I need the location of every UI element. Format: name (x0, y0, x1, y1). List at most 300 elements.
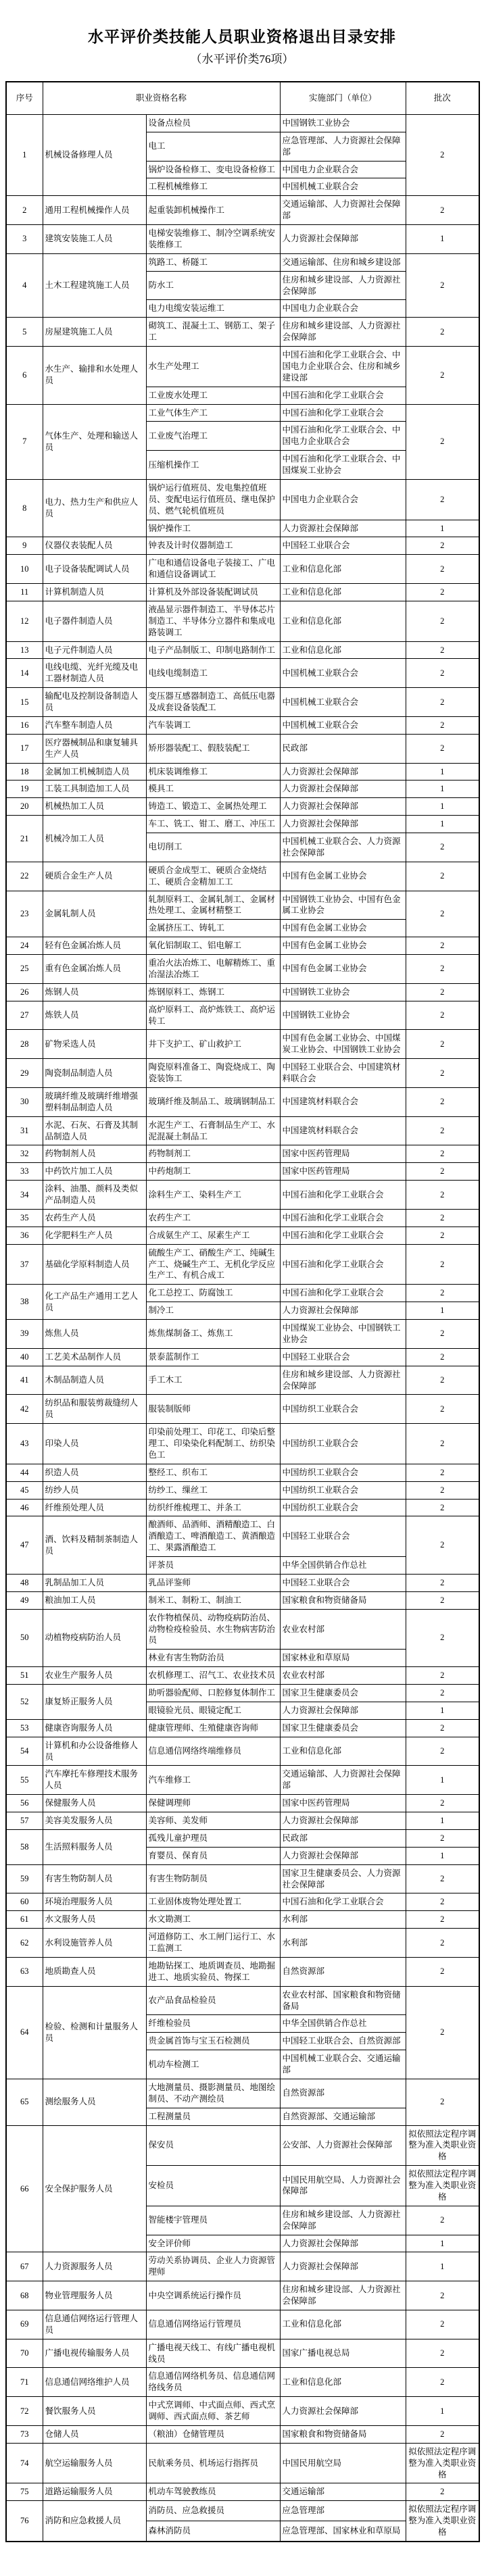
qualification-name-cell: 河道修防工、水工闸门运行工、水工监测工 (146, 1929, 280, 1958)
qualification-name-cell: （粮油）仓储管理员 (146, 2425, 280, 2443)
batch-cell: 1 (406, 763, 479, 781)
department-cell: 中国钢铁工业协会 (280, 983, 406, 1001)
batch-cell: 1 (406, 2235, 479, 2252)
qualification-name-cell: 液晶显示器件制造工、半导体芯片制造工、半导体分立器件和集成电路装调工 (146, 601, 280, 641)
category-cell: 仓储人员 (43, 2425, 146, 2443)
qualification-name-cell: 工程机械维修工 (146, 178, 280, 196)
category-cell: 计算机和办公设备维修人员 (43, 1737, 146, 1766)
department-cell: 国家中医药管理局 (280, 1795, 406, 1812)
category-cell: 电子器件制造人员 (43, 601, 146, 641)
qualification-name-cell: 森林消防员 (146, 2521, 280, 2542)
qualification-name-cell: 民航乘务员、机场运行指挥员 (146, 2443, 280, 2483)
table-row-8-sub-1 (6, 479, 479, 520)
batch-cell: 1 (406, 1302, 479, 1320)
table-row-9 (6, 537, 479, 555)
batch-cell: 2 (406, 1574, 479, 1591)
qualification-name-cell: 广电和通信设备电子装接工、广电和通信设备调试工 (146, 555, 280, 584)
row-number-cell: 63 (6, 1957, 43, 1986)
table-row-2 (6, 196, 479, 225)
qualification-name-cell: 轧制原料工、金属轧制工、金属材热处理工、金属材精整工 (146, 891, 280, 920)
table-row-10 (6, 555, 479, 584)
batch-cell: 2 (406, 1929, 479, 1958)
row-number-cell: 32 (6, 1145, 43, 1163)
row-number-cell: 40 (6, 1348, 43, 1366)
table-row-41 (6, 1366, 479, 1395)
qualification-name-cell: 林业有害生物防治员 (146, 1650, 280, 1667)
batch-cell: 2 (406, 1685, 479, 1702)
table-row-50-sub-1 (6, 1609, 479, 1650)
category-cell: 水生产、输排和水处理人员 (43, 347, 146, 405)
row-number-cell: 1 (6, 114, 43, 195)
batch-cell: 2 (406, 2425, 479, 2443)
category-cell: 动植物疫病防治人员 (43, 1609, 146, 1667)
department-cell: 工业和信息化部 (280, 2368, 406, 2397)
category-cell: 炼焦人员 (43, 1320, 146, 1349)
row-number-cell: 25 (6, 955, 43, 984)
category-cell: 电子元件制造人员 (43, 641, 146, 659)
table-row-47-sub-1 (6, 1516, 479, 1557)
department-cell: 中国机械工业联合会、交通运输部 (280, 2050, 406, 2079)
row-number-cell: 47 (6, 1516, 43, 1575)
department-cell: 公安部、人力资源社会保障部 (280, 2125, 406, 2166)
qualification-name-cell: 陶瓷原料准备工、陶瓷烧成工、陶瓷装饰工 (146, 1059, 280, 1088)
department-cell: 中国机械工业联合会、人力资源社会保障部 (280, 833, 406, 862)
table-row-17 (6, 734, 479, 763)
row-number-cell: 42 (6, 1395, 43, 1424)
row-number-cell: 35 (6, 1209, 43, 1227)
batch-cell: 2 (406, 1366, 479, 1395)
row-number-cell: 65 (6, 2079, 43, 2125)
qualification-name-cell: 农机修理工、沼气工、农业技术员 (146, 1667, 280, 1685)
row-number-cell: 54 (6, 1737, 43, 1766)
department-cell: 自然资源部 (280, 1957, 406, 1986)
table-row-67 (6, 2252, 479, 2281)
qualification-name-cell: 整经工、织布工 (146, 1464, 280, 1481)
qualification-name-cell: 涂料生产工、染料生产工 (146, 1181, 280, 1210)
batch-cell: 2 (406, 1209, 479, 1227)
batch-cell: 2 (406, 716, 479, 734)
department-cell: 人力资源社会保障部 (280, 2235, 406, 2252)
category-cell: 中药饮片加工人员 (43, 1163, 146, 1181)
category-cell: 炼钢人员 (43, 983, 146, 1001)
row-number-cell: 58 (6, 1829, 43, 1864)
department-cell: 中国轻工业联合会、中国建筑材料联合会 (280, 1059, 406, 1088)
qualification-name-cell: 育婴员、保育员 (146, 1847, 280, 1864)
batch-cell: 1 (406, 2252, 479, 2281)
department-cell: 水利部 (280, 1911, 406, 1929)
qualification-name-cell: 汽车装调工 (146, 716, 280, 734)
department-cell: 中国电力企业联合会 (280, 479, 406, 520)
department-cell: 人力资源社会保障部 (280, 1302, 406, 1320)
batch-cell: 1 (406, 1812, 479, 1830)
batch-cell: 2 (406, 1986, 479, 2079)
table-row-22 (6, 862, 479, 891)
qualification-name-cell: 高炉原料工、高炉炼铁工、高炉运转工 (146, 1001, 280, 1030)
department-cell: 工业和信息化部 (280, 641, 406, 659)
header-row (6, 82, 479, 114)
batch-cell: 2 (406, 2206, 479, 2235)
department-cell: 住房和城乡建设部、人力资源社会保障部 (280, 318, 406, 347)
department-cell: 住房和城乡建设部、人力资源社会保障部 (280, 2281, 406, 2310)
batch-cell: 2 (406, 1893, 479, 1911)
table-row-31 (6, 1116, 479, 1145)
row-number-cell: 5 (6, 318, 43, 347)
category-cell: 陶瓷制品制造人员 (43, 1059, 146, 1088)
qualification-name-cell: 井下支护工、矿山救护工 (146, 1030, 280, 1059)
batch-cell: 2 (406, 1911, 479, 1929)
batch-cell: 2 (406, 404, 479, 479)
department-cell: 交通运输部 (280, 2483, 406, 2501)
row-number-cell: 51 (6, 1667, 43, 1685)
batch-cell: 1 (406, 1702, 479, 1719)
batch-cell: 2 (406, 1348, 479, 1366)
department-cell: 人力资源社会保障部 (280, 1812, 406, 1830)
department-cell: 工业和信息化部 (280, 601, 406, 641)
department-cell: 人力资源社会保障部 (280, 816, 406, 833)
table-row-54 (6, 1737, 479, 1766)
department-cell: 国家林业和草原局 (280, 1650, 406, 1667)
batch-cell: 2 (406, 1116, 479, 1145)
table-row-30 (6, 1087, 479, 1116)
row-number-cell: 31 (6, 1116, 43, 1145)
row-number-cell: 53 (6, 1719, 43, 1737)
table-row-33 (6, 1163, 479, 1181)
row-number-cell: 67 (6, 2252, 43, 2281)
qualification-table (5, 81, 480, 2542)
qualification-name-cell: 劳动关系协调员、企业人力资源管理师 (146, 2252, 280, 2281)
row-number-cell: 48 (6, 1574, 43, 1591)
batch-cell: 1 (406, 520, 479, 537)
page-title: 水平评价类技能人员职业资格退出目录安排 (88, 28, 396, 45)
batch-cell: 1 (406, 2397, 479, 2426)
qualification-name-cell: 金属挤压工、铸轧工 (146, 920, 280, 937)
row-number-cell: 62 (6, 1929, 43, 1958)
row-number-cell: 12 (6, 601, 43, 641)
department-cell: 住房和城乡建设部、人力资源社会保障部 (280, 2206, 406, 2235)
qualification-name-cell: 电力电缆安装运维工 (146, 300, 280, 318)
page-subtitle: （水平评价类76项） (190, 53, 294, 66)
qualification-name-cell: 保健调理师 (146, 1795, 280, 1812)
department-cell: 中国有色金属工业协会 (280, 955, 406, 984)
department-cell: 国家卫生健康委员会 (280, 1719, 406, 1737)
qualification-name-cell: 机动车检测工 (146, 2050, 280, 2079)
category-cell: 医疗器械制品和康复辅具生产人员 (43, 734, 146, 763)
table-row-55 (6, 1766, 479, 1795)
department-cell: 国家粮食和物资储备局 (280, 2425, 406, 2443)
department-cell: 中国石油和化学工业联合会 (280, 1181, 406, 1210)
row-number-cell: 41 (6, 1366, 43, 1395)
row-number-cell: 9 (6, 537, 43, 555)
row-number-cell: 57 (6, 1812, 43, 1830)
table-row-28 (6, 1030, 479, 1059)
category-cell: 玻璃纤维及玻璃纤维增强塑料制品制造人员 (43, 1087, 146, 1116)
category-cell: 硬质合金生产人员 (43, 862, 146, 891)
batch-cell: 2 (406, 1864, 479, 1893)
table-header (6, 82, 479, 114)
batch-cell: 2 (406, 2483, 479, 2501)
batch-cell: 2 (406, 862, 479, 891)
qualification-name-cell: 电子产品制版工、印制电路制作工 (146, 641, 280, 659)
table-row-23-sub-1 (6, 891, 479, 920)
qualification-name-cell: 印染前处理工、印花工、印染后整理工、印染染化料配制工、纺织染色工 (146, 1424, 280, 1464)
department-cell: 工业和信息化部 (280, 2310, 406, 2339)
row-number-cell: 72 (6, 2397, 43, 2426)
category-cell: 保健服务人员 (43, 1795, 146, 1812)
category-cell: 农药生产人员 (43, 1209, 146, 1227)
category-cell: 农业生产服务人员 (43, 1667, 146, 1685)
table-row-24 (6, 937, 479, 955)
qualification-name-cell: 保安员 (146, 2125, 280, 2166)
table-row-29 (6, 1059, 479, 1088)
qualification-name-cell: 玻璃纤维及制品工、玻璃钢制品工 (146, 1087, 280, 1116)
category-cell: 建筑安装施工人员 (43, 225, 146, 254)
category-cell: 机械冷加工人员 (43, 816, 146, 862)
qualification-name-cell: 中式烹调师、中式面点师、西式烹调师、西式面点师、茶艺师 (146, 2397, 280, 2426)
qualification-name-cell: 电切削工 (146, 833, 280, 862)
department-cell: 人力资源社会保障部 (280, 781, 406, 798)
department-cell: 中国石油和化学工业联合会、中国电力企业联合会 (280, 422, 406, 451)
batch-cell: 2 (406, 891, 479, 937)
department-cell: 国家广播电视总局 (280, 2339, 406, 2368)
qualification-name-cell: 农产品食品检验员 (146, 1986, 280, 2015)
batch-cell: 2 (406, 688, 479, 717)
category-cell: 轻有色金属冶炼人员 (43, 937, 146, 955)
qualification-name-cell: 美容师、美发师 (146, 1812, 280, 1830)
table-row-43 (6, 1424, 479, 1464)
table-row-16 (6, 716, 479, 734)
department-cell: 农业农村部 (280, 1609, 406, 1650)
table-row-42 (6, 1395, 479, 1424)
batch-cell: 拟依照法定程序调整为准入类职业资格 (406, 2166, 479, 2206)
batch-cell: 2 (406, 2368, 479, 2397)
department-cell: 中国机械工业联合会 (280, 659, 406, 688)
row-number-cell: 76 (6, 2501, 43, 2542)
table-row-58-sub-1 (6, 1829, 479, 1847)
row-number-cell: 38 (6, 1285, 43, 1320)
category-cell: 消防和应急救援人员 (43, 2501, 146, 2542)
batch-cell: 1 (406, 816, 479, 833)
department-cell: 中国煤炭工业协会、中国钢铁工业协会 (280, 1320, 406, 1349)
table-row-59 (6, 1864, 479, 1893)
category-cell: 电线电缆、光纤光缆及电工器材制造人员 (43, 659, 146, 688)
header-index: 序号 (6, 82, 43, 114)
department-cell: 工业和信息化部 (280, 584, 406, 601)
qualification-name-cell: 广播电视天线工、有线广播电视机线员 (146, 2339, 280, 2368)
department-cell: 自然资源部、交通运输部 (280, 2108, 406, 2125)
qualification-name-cell: 消防员、应急救援员 (146, 2501, 280, 2521)
qualification-name-cell: 铸造工、锻造工、金属热处理工 (146, 798, 280, 816)
category-cell: 矿物采选人员 (43, 1030, 146, 1059)
department-cell: 应急管理部 (280, 2501, 406, 2521)
table-row-11 (6, 584, 479, 601)
department-cell: 农业农村部 (280, 1667, 406, 1685)
row-number-cell: 30 (6, 1087, 43, 1116)
category-cell: 汽车整车制造人员 (43, 716, 146, 734)
category-cell: 工装工具制造加工人员 (43, 781, 146, 798)
row-number-cell: 20 (6, 798, 43, 816)
department-cell: 中国轻工业联合会 (280, 1516, 406, 1557)
table-row-69 (6, 2310, 479, 2339)
department-cell: 中国纺织工业联合会 (280, 1395, 406, 1424)
table-row-20 (6, 798, 479, 816)
table-row-18 (6, 763, 479, 781)
qualification-name-cell: 化工总控工、防腐蚀工 (146, 1285, 280, 1302)
qualification-name-cell: 水生产处理工 (146, 347, 280, 387)
category-cell: 印染人员 (43, 1424, 146, 1464)
batch-cell: 2 (406, 1030, 479, 1059)
row-number-cell: 4 (6, 253, 43, 318)
batch-cell: 1 (406, 781, 479, 798)
department-cell: 应急管理部、人力资源社会保障部 (280, 132, 406, 161)
row-number-cell: 55 (6, 1766, 43, 1795)
qualification-name-cell: 电工 (146, 132, 280, 161)
row-number-cell: 68 (6, 2281, 43, 2310)
category-cell: 餐饮服务人员 (43, 2397, 146, 2426)
category-cell: 炼铁人员 (43, 1001, 146, 1030)
batch-cell: 2 (406, 1719, 479, 1737)
table-row-1-sub-1 (6, 114, 479, 132)
batch-cell: 2 (406, 2310, 479, 2339)
category-cell: 机械设备修理人员 (43, 114, 146, 195)
qualification-name-cell: 合成氨生产工、尿素生产工 (146, 1227, 280, 1244)
qualification-name-cell: 压缩机操作工 (146, 451, 280, 480)
category-cell: 纺织品和服装剪裁缝纫人员 (43, 1395, 146, 1424)
category-cell: 通用工程机械操作人员 (43, 196, 146, 225)
qualification-name-cell: 水文勘测工 (146, 1911, 280, 1929)
batch-cell: 2 (406, 1285, 479, 1302)
qualification-name-cell: 眼镜验光员、眼镜定配工 (146, 1702, 280, 1719)
category-cell: 输配电及控制设备制造人员 (43, 688, 146, 717)
department-cell: 中国电力企业联合会 (280, 161, 406, 178)
qualification-name-cell: 机动车驾驶教练员 (146, 2483, 280, 2501)
table-row-63 (6, 1957, 479, 1986)
department-cell: 人力资源社会保障部 (280, 1702, 406, 1719)
department-cell: 中国建筑材料联合会 (280, 1116, 406, 1145)
department-cell: 人力资源社会保障部 (280, 2252, 406, 2281)
department-cell: 自然资源部 (280, 2079, 406, 2108)
qualification-name-cell: 硫酸生产工、硝酸生产工、纯碱生产工、烧碱生产工、无机化学反应生产工、有机合成工 (146, 1244, 280, 1285)
batch-cell: 2 (406, 1320, 479, 1349)
row-number-cell: 37 (6, 1244, 43, 1285)
qualification-name-cell: 评茶员 (146, 1557, 280, 1575)
qualification-name-cell: 机床装调维修工 (146, 763, 280, 781)
department-cell: 农业农村部、国家粮食和物资储备局 (280, 1986, 406, 2015)
batch-cell: 2 (406, 2339, 479, 2368)
batch-cell: 2 (406, 641, 479, 659)
batch-cell: 2 (406, 833, 479, 862)
department-cell: 中国石油和化学工业联合会 (280, 1893, 406, 1911)
batch-cell: 2 (406, 1957, 479, 1986)
category-cell: 广播电视传输服务人员 (43, 2339, 146, 2368)
category-cell: 工艺美术品制作人员 (43, 1348, 146, 1366)
table-row-40 (6, 1348, 479, 1366)
qualification-name-cell: 锅炉设备检修工、变电设备检修工 (146, 161, 280, 178)
table-row-61 (6, 1911, 479, 1929)
qualification-name-cell: 工业废水处理工 (146, 387, 280, 404)
batch-cell: 2 (406, 1424, 479, 1464)
qualification-name-cell: 纺织纤维梳理工、并条工 (146, 1499, 280, 1516)
department-cell: 交通运输部、人力资源社会保障部 (280, 1766, 406, 1795)
category-cell: 粮油加工人员 (43, 1591, 146, 1609)
batch-cell: 2 (406, 537, 479, 555)
category-cell: 重有色金属冶炼人员 (43, 955, 146, 984)
batch-cell: 2 (406, 1163, 479, 1181)
category-cell: 化学肥料生产人员 (43, 1227, 146, 1244)
table-row-26 (6, 983, 479, 1001)
batch-cell: 2 (406, 1464, 479, 1481)
department-cell: 交通运输部、住房和城乡建设部 (280, 253, 406, 271)
category-cell: 金属加工机械制造人员 (43, 763, 146, 781)
department-cell: 人力资源社会保障部 (280, 1847, 406, 1864)
qualification-name-cell: 筑路工、桥隧工 (146, 253, 280, 271)
qualification-name-cell: 药物制剂工 (146, 1145, 280, 1163)
table-row-27 (6, 1001, 479, 1030)
department-cell: 中国石油和化学工业联合会 (280, 1209, 406, 1227)
table-row-34 (6, 1181, 479, 1210)
department-cell: 国家中医药管理局 (280, 1163, 406, 1181)
table-row-12 (6, 601, 479, 641)
table-row-7-sub-1 (6, 404, 479, 422)
table-row-73 (6, 2425, 479, 2443)
category-cell: 信息通信网络维护人员 (43, 2368, 146, 2397)
qualification-name-cell: 信息通信网络机务员、信息通信网络线务员 (146, 2368, 280, 2397)
department-cell: 工业和信息化部 (280, 555, 406, 584)
batch-cell: 2 (406, 1737, 479, 1766)
table-row-75 (6, 2483, 479, 2501)
qualification-name-cell: 钟表及计时仪器制造工 (146, 537, 280, 555)
category-cell: 信息通信网络运行管理人员 (43, 2310, 146, 2339)
category-cell: 康复矫正服务人员 (43, 1685, 146, 1720)
category-cell: 纺纱人员 (43, 1481, 146, 1499)
category-cell: 美容美发服务人员 (43, 1812, 146, 1830)
qualification-name-cell: 安全评价师 (146, 2235, 280, 2252)
qualification-name-cell: 炼钢原料工、炼钢工 (146, 983, 280, 1001)
category-cell: 检验、检测和计量服务人员 (43, 1986, 146, 2079)
department-cell: 中国石油和化学工业联合会 (280, 1244, 406, 1285)
row-number-cell: 13 (6, 641, 43, 659)
batch-cell: 2 (406, 955, 479, 984)
department-cell: 民政部 (280, 734, 406, 763)
category-cell: 房屋建筑施工人员 (43, 318, 146, 347)
batch-cell: 2 (406, 1145, 479, 1163)
qualification-name-cell: 工程测量员 (146, 2108, 280, 2125)
category-cell: 人力资源服务人员 (43, 2252, 146, 2281)
header-qualification-name: 职业资格名称 (43, 82, 280, 114)
row-number-cell: 75 (6, 2483, 43, 2501)
row-number-cell: 2 (6, 196, 43, 225)
batch-cell: 2 (406, 734, 479, 763)
row-number-cell: 69 (6, 2310, 43, 2339)
department-cell: 工业和信息化部 (280, 1737, 406, 1766)
category-cell: 航空运输服务人员 (43, 2443, 146, 2483)
department-cell: 中华全国供销合作总社 (280, 1557, 406, 1575)
category-cell: 纤维预处理人员 (43, 1499, 146, 1516)
batch-cell: 2 (406, 659, 479, 688)
batch-cell: 2 (406, 1227, 479, 1244)
header-batch: 批次 (406, 82, 479, 114)
batch-cell: 1 (406, 1766, 479, 1795)
batch-cell: 2 (406, 1829, 479, 1847)
table-row-62 (6, 1929, 479, 1958)
table-row-3 (6, 225, 479, 254)
row-number-cell: 60 (6, 1893, 43, 1911)
qualification-name-cell: 砌筑工、混凝土工、钢筋工、架子工 (146, 318, 280, 347)
qualification-name-cell: 锅炉运行值班员、发电集控值班员、变配电运行值班员、继电保护员、燃气轮机值班员 (146, 479, 280, 520)
department-cell: 中国有色金属工业协会 (280, 937, 406, 955)
batch-cell: 2 (406, 1481, 479, 1499)
batch-cell: 1 (406, 225, 479, 254)
department-cell: 中国石油和化学工业联合会 (280, 1285, 406, 1302)
